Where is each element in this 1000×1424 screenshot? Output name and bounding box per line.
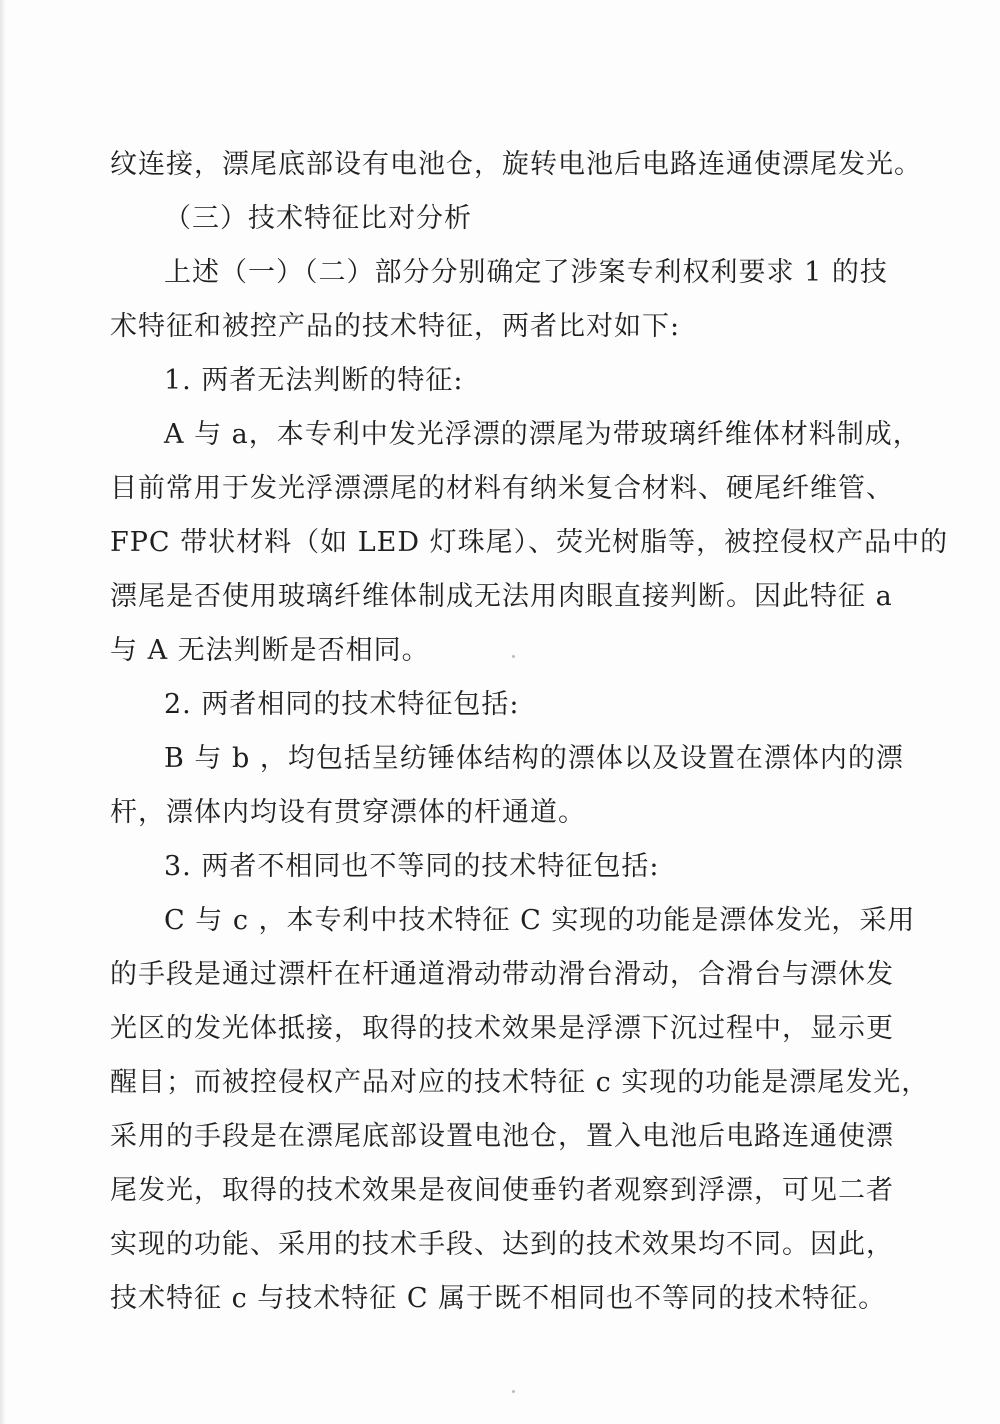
paragraph-line: 醒目；而被控侵权产品对应的技术特征 c 实现的功能是漂尾发光， xyxy=(110,1067,930,1098)
subsection-heading: 2. 两者相同的技术特征包括: xyxy=(164,689,520,720)
subsection-heading: 3. 两者不相同也不等同的技术特征包括: xyxy=(164,851,660,882)
paragraph-line: 纹连接，漂尾底部设有电池仓，旋转电池后电路连通使漂尾发光。 xyxy=(110,149,922,180)
scan-edge-shadow xyxy=(0,0,6,1424)
paragraph-line: B 与 b ，均包括呈纺锤体结构的漂体以及设置在漂体内的漂 xyxy=(164,743,904,774)
paragraph-line: A 与 a，本专利中发光浮漂的漂尾为带玻璃纤维体材料制成， xyxy=(164,419,921,450)
paragraph-line: 漂尾是否使用玻璃纤维体制成无法用肉眼直接判断。因此特征 a xyxy=(110,581,893,612)
paragraph-line: 尾发光，取得的技术效果是夜间使垂钓者观察到浮漂，可见二者 xyxy=(110,1175,894,1206)
scan-speck xyxy=(512,1390,515,1393)
paragraph-line: 杆，漂体内均设有贯穿漂体的杆通道。 xyxy=(110,797,586,828)
scan-speck xyxy=(512,655,515,658)
paragraph-line: 实现的功能、采用的技术手段、达到的技术效果均不同。因此， xyxy=(110,1229,894,1260)
paragraph-line: 技术特征 c 与技术特征 C 属于既不相同也不等同的技术特征。 xyxy=(110,1283,887,1314)
paragraph-line: 采用的手段是在漂尾底部设置电池仓，置入电池后电路连通使漂 xyxy=(110,1121,894,1152)
section-heading: （三）技术特征比对分析 xyxy=(164,203,472,234)
paragraph-line: FPC 带状材料（如 LED 灯珠尾）、荧光树脂等，被控侵权产品中的 xyxy=(110,527,949,558)
paragraph-line: 术特征和被控产品的技术特征，两者比对如下: xyxy=(110,311,681,342)
paragraph-line: 光区的发光体抵接，取得的技术效果是浮漂下沉过程中，显示更 xyxy=(110,1013,894,1044)
paragraph-line: 目前常用于发光浮漂漂尾的材料有纳米复合材料、硬尾纤维管、 xyxy=(110,473,894,504)
paragraph-line: C 与 c ，本专利中技术特征 C 实现的功能是漂体发光，采用 xyxy=(164,905,916,936)
paragraph-line: 的手段是通过漂杆在杆通道滑动带动滑台滑动，合滑台与漂休发 xyxy=(110,959,894,990)
subsection-heading: 1. 两者无法判断的特征: xyxy=(164,365,464,396)
paragraph-line: 上述（一）（二）部分分别确定了涉案专利权利要求 1 的技 xyxy=(164,257,888,288)
paragraph-line: 与 A 无法判断是否相同。 xyxy=(110,635,430,666)
